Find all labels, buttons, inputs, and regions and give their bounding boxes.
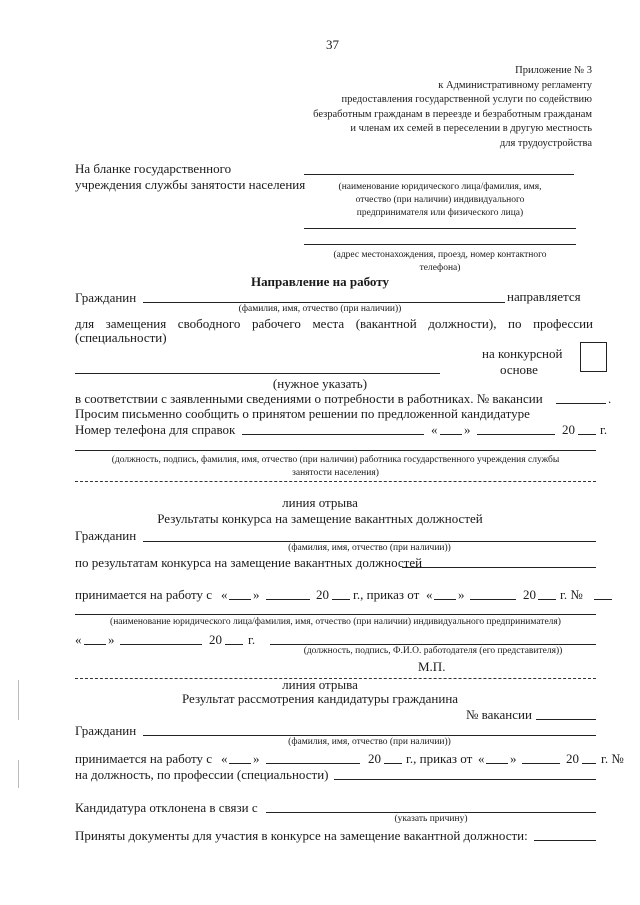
review-reason-field[interactable] — [266, 812, 596, 813]
purpose-word: профессии — [533, 316, 593, 331]
contest-year-prefix: 20 — [316, 587, 329, 602]
scan-speck — [18, 680, 19, 720]
contest-sign-year-suffix: г. — [248, 632, 256, 647]
review-title: Результат рассмотрения кандидатуры гражданина — [181, 691, 459, 706]
contest-title: Результаты конкурса на замещение вакантных должностей — [157, 511, 483, 526]
purpose-word: места — [312, 316, 345, 331]
addressee-line-2[interactable] — [304, 228, 576, 229]
review-order-text: г., приказ от — [406, 751, 473, 766]
review-hire-year-field[interactable] — [384, 763, 402, 764]
appendix-line: безработным гражданам в переезде и безработным гражданам — [313, 108, 592, 120]
contest-sign-year-prefix: 20 — [209, 632, 222, 647]
referral-year-prefix: 20 — [562, 422, 575, 437]
appendix-line: и членам их семей в переселении в другую местность — [350, 123, 592, 135]
contest-fio-hint: (фамилия, имя, отчество (при наличии)) — [288, 543, 451, 553]
referral-signature-hint-line: (должность, подпись, фамилия, имя, отчество (при наличии) работника государственного учреждения службы — [111, 455, 560, 465]
addressee-name-line[interactable] — [304, 174, 574, 175]
review-fio-hint: (фамилия, имя, отчество (при наличии)) — [288, 737, 451, 747]
purpose-word: для — [75, 316, 95, 331]
review-order-month-field[interactable] — [522, 763, 560, 764]
review-year-prefix: 20 — [368, 751, 381, 766]
review-order-date-open: « — [478, 751, 485, 766]
referral-citizen-label: Гражданин — [75, 290, 137, 305]
contest-results-field[interactable] — [402, 567, 596, 568]
contest-sign-day-field[interactable] — [84, 644, 106, 645]
purpose-word: свободного — [177, 316, 241, 331]
review-order-day-field[interactable] — [486, 763, 508, 764]
contest-employer-hint: (наименование юридического лица/фамилия, имя, отчество (при наличии) индивидуального предпринимателя) — [110, 617, 561, 627]
contest-position-line[interactable] — [270, 644, 596, 645]
contest-hired-text: принимается на работу с — [75, 587, 213, 602]
referral-signature-hint-line: занятости населения) — [292, 467, 379, 478]
review-order-date-close: » — [510, 751, 517, 766]
contest-order-year-field[interactable] — [538, 599, 556, 600]
competitive-label-1: на конкурсной — [482, 346, 563, 361]
referral-date-open: « — [431, 422, 438, 437]
referral-day-field[interactable] — [440, 434, 462, 435]
purpose-word: (вакантной — [355, 316, 417, 331]
contest-number-text: г. № — [560, 587, 583, 602]
addressee-name-hint-line: отчество (при наличии) индивидуального — [355, 194, 525, 205]
contest-sign-date-close: » — [108, 632, 115, 647]
review-reason-hint: (указать причину) — [394, 814, 468, 824]
review-vacancy-field[interactable] — [536, 719, 596, 720]
contest-order-date-open: « — [426, 587, 433, 602]
review-date-close: » — [253, 751, 260, 766]
referral-citizen-field[interactable] — [143, 302, 505, 303]
addressee-address-hint — [300, 249, 580, 275]
appendix-line: для трудоустройства — [499, 137, 592, 149]
contest-employer-line[interactable] — [75, 614, 596, 615]
competitive-checkbox[interactable] — [580, 342, 607, 372]
purpose-word: по — [508, 316, 522, 331]
request-text: Просим письменно сообщить о принятом решении по предложенной кандидатуре — [75, 406, 530, 421]
contest-position-hint: (должность, подпись, Ф.И.О. работодателя (его представителя)) — [303, 646, 563, 656]
referral-sent-label: направляется — [507, 289, 581, 304]
contest-hire-year-field[interactable] — [332, 599, 350, 600]
vacancy-number-field[interactable] — [556, 403, 606, 404]
addressee-address-line[interactable] — [304, 244, 576, 245]
review-hired-text: принимается на работу с — [75, 751, 213, 766]
contest-hire-month-field[interactable] — [266, 599, 310, 600]
contest-citizen-label: Гражданин — [75, 528, 137, 543]
review-docs-text: Приняты документы для участия в конкурсе на замещение вакантной должности: — [75, 828, 528, 843]
referral-month-field[interactable] — [477, 434, 555, 435]
review-hire-day-field[interactable] — [229, 763, 251, 764]
profession-field[interactable] — [75, 373, 440, 374]
contest-order-month-field[interactable] — [470, 599, 516, 600]
review-hire-month-field[interactable] — [266, 763, 360, 764]
review-citizen-label: Гражданин — [75, 723, 137, 738]
page-number: 37 — [326, 37, 339, 52]
contest-order-text: г., приказ от — [353, 587, 420, 602]
addressee-name-hint-line: предпринимателя или физического лица) — [356, 207, 524, 218]
vacancy-text-end: . — [608, 391, 612, 406]
contest-sign-month-field[interactable] — [120, 644, 202, 645]
referral-title: Направление на работу — [251, 274, 389, 289]
review-position-field[interactable] — [334, 779, 596, 780]
tear-line-1 — [75, 481, 596, 482]
addressee-name-hint-line: (наименование юридического лица/фамилия, имя, — [338, 182, 542, 192]
appendix-line: к Административному регламенту — [438, 79, 592, 91]
contest-date-close: » — [253, 587, 260, 602]
appendix-line: предоставления государственной услуги по содействию — [341, 94, 592, 106]
contest-sign-date-open: « — [75, 632, 82, 647]
review-order-year-prefix: 20 — [566, 751, 579, 766]
appendix-header — [313, 64, 592, 152]
referral-year-suffix: г. — [600, 422, 608, 437]
contest-citizen-field[interactable] — [143, 541, 596, 542]
contest-order-year-prefix: 20 — [523, 587, 536, 602]
referral-date-close: » — [464, 422, 471, 437]
purpose-word: должности), — [428, 316, 497, 331]
review-end-text: г. № — [601, 752, 624, 765]
referral-year-field[interactable] — [578, 434, 596, 435]
contest-results-text: по результатам конкурса на замещение вакантных должностей — [75, 555, 423, 570]
referral-specialty: (специальности) — [75, 330, 167, 345]
contest-order-number-field[interactable] — [594, 599, 612, 600]
contest-sign-year-field[interactable] — [225, 644, 243, 645]
specify-hint: (нужное указать) — [272, 376, 368, 391]
review-rejected-text: Кандидатура отклонена в связи с — [75, 800, 258, 815]
review-order-year-field[interactable] — [582, 763, 596, 764]
contest-date-open: « — [221, 587, 228, 602]
stamp-label: М.П. — [418, 659, 446, 674]
tear-label-2: линия отрыва — [282, 677, 358, 692]
referral-signature-line[interactable] — [75, 450, 596, 451]
phone-field[interactable] — [242, 434, 424, 435]
contest-order-day-field[interactable] — [434, 599, 456, 600]
letterhead-line-1: На бланке государственного — [75, 161, 232, 176]
contest-hire-day-field[interactable] — [229, 599, 251, 600]
referral-signature-hint — [75, 454, 596, 479]
review-vacancy-label: № вакансии — [466, 707, 532, 722]
purpose-word: замещения — [105, 316, 167, 331]
letterhead-line-2: учреждения службы занятости населения — [75, 177, 306, 192]
competitive-label-2: основе — [500, 362, 538, 377]
scan-speck — [18, 760, 19, 788]
review-position-text: на должность, по профессии (специальности) — [75, 767, 329, 782]
addressee-name-hint — [300, 181, 580, 219]
vacancy-text: в соответствии с заявленными сведениями о потребности в работниках. № вакансии — [75, 391, 543, 406]
phone-label: Номер телефона для справок — [75, 422, 236, 437]
review-docs-field[interactable] — [534, 840, 596, 841]
review-date-open: « — [221, 751, 228, 766]
purpose-word: рабочего — [252, 316, 301, 331]
review-citizen-field[interactable] — [143, 735, 596, 736]
addressee-address-hint-line: телефона) — [419, 262, 461, 273]
addressee-address-hint-line: (адрес местонахождения, проезд, номер контактного — [333, 250, 547, 260]
tear-label-1: линия отрыва — [282, 495, 358, 510]
referral-fio-hint: (фамилия, имя, отчество (при наличии)) — [238, 304, 402, 314]
contest-order-date-close: » — [458, 587, 465, 602]
appendix-line: Приложение № 3 — [515, 65, 592, 76]
